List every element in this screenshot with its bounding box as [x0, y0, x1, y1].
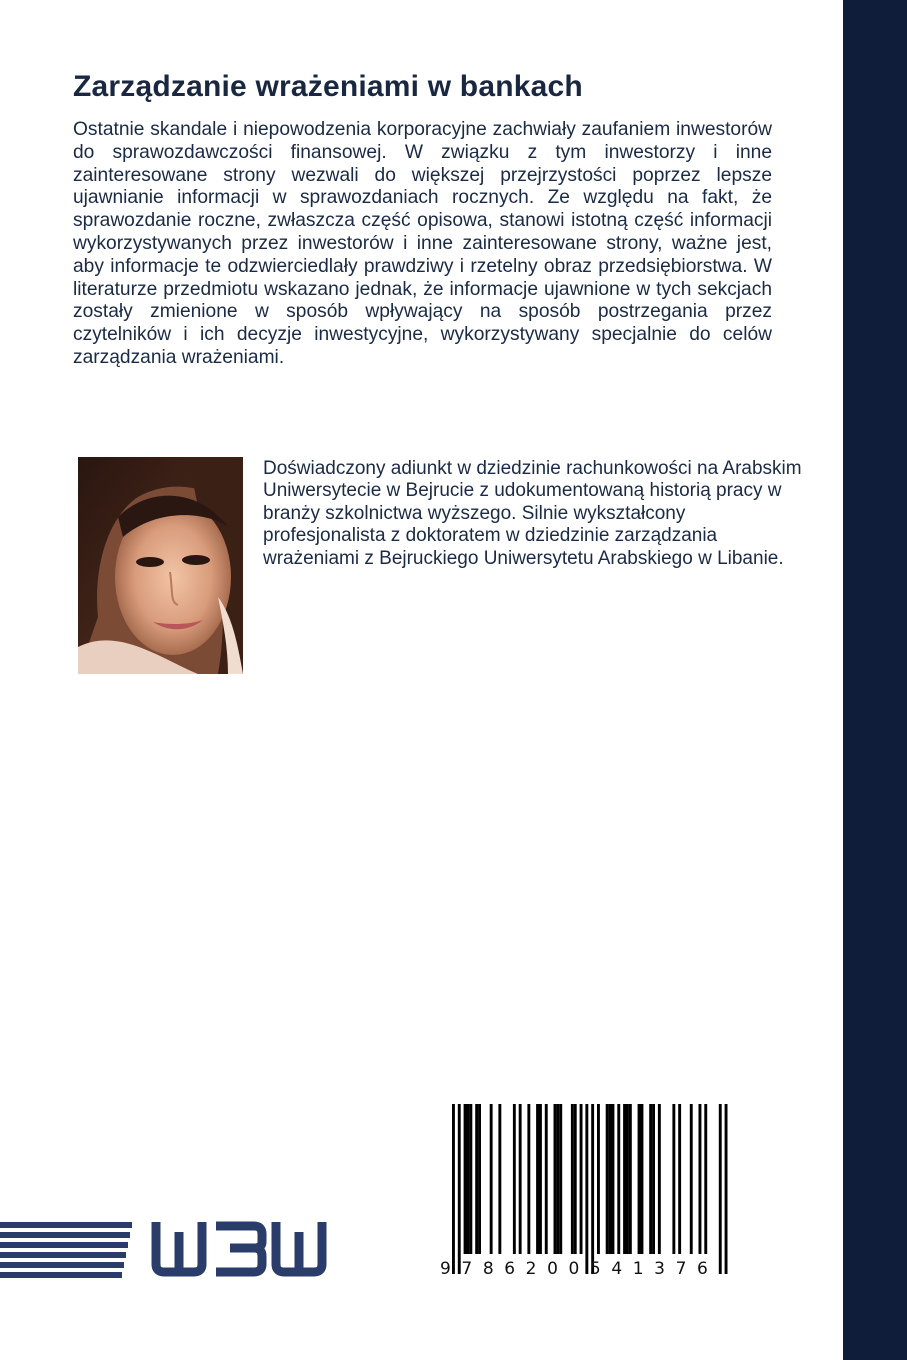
- logo-stripe: [0, 1242, 128, 1248]
- book-blurb: Ostatnie skandale i niepowodzenia korporacyjne zachwiały zaufaniem inwestorów do sprawozdawczości finansowej. W związku z tym inwestorzy i inne zainteresowane strony wezwali do większej przejrzystości poprzez lepsze ujawnianie informacji w sprawozdaniach rocznych. Ze względu na fakt, że sprawozdanie roczne, zwłaszcza część opisowa, stanowi istotną część informacji wykorzystywanych przez inwestorów i inne zainteresowane strony, ważne jest, aby informacje te odzwierciedlały prawdziwy i rzetelny obraz przedsiębiorstwa. W literaturze przedmiotu wskazano jednak, że informacje ujawnione w tych sekcjach zostały zmienione w sposób wpływający na sposób postrzegania przez czytelników i ich decyzje inwestycyjne, wykorzystywany specjalnie do celów zarządzania wrażeniami.: [73, 119, 772, 368]
- barcode-bar: [719, 1104, 722, 1274]
- barcode-bar: [559, 1104, 562, 1254]
- barcode-bar: [580, 1104, 583, 1254]
- barcode-bar: [725, 1104, 728, 1274]
- barcode-bar: [490, 1104, 493, 1254]
- barcode-bar: [704, 1104, 707, 1254]
- book-title: Zarządzanie wrażeniami w bankach: [73, 70, 583, 103]
- barcode-bar: [617, 1104, 620, 1254]
- barcode-bar: [545, 1104, 548, 1254]
- isbn-digits: 9786200541376: [440, 1259, 719, 1279]
- barcode-bar: [658, 1104, 661, 1254]
- barcode-bar: [469, 1104, 472, 1254]
- barcode-bar: [527, 1104, 530, 1254]
- barcode-bar: [690, 1104, 693, 1254]
- publisher-logo-stripes: [0, 1222, 140, 1278]
- barcode-bar: [652, 1104, 655, 1254]
- barcode-bar: [536, 1104, 539, 1254]
- barcode-bar: [672, 1104, 675, 1254]
- barcode-bar: [554, 1104, 557, 1254]
- barcode-bar: [606, 1104, 609, 1254]
- logo-stripe: [0, 1272, 122, 1278]
- barcode-bar: [612, 1104, 615, 1254]
- barcode-bar: [591, 1104, 594, 1274]
- barcode-bar: [498, 1104, 501, 1254]
- barcode-bars: [452, 1104, 728, 1274]
- barcode-bar: [609, 1104, 612, 1254]
- logo-stripe: [0, 1252, 126, 1258]
- publisher-logo-icon: [150, 1218, 330, 1278]
- barcode-bar: [629, 1104, 632, 1254]
- author-portrait-image: [78, 457, 243, 674]
- barcode-bar: [597, 1104, 600, 1254]
- author-bio: Doświadczony adiunkt w dziedzinie rachunkowości na Arabskim Uniwersytecie w Bejrucie z udokumentowaną historią pracy w branży szkolnictwa wyższego. Silnie wykształcony profesjonalista z doktoratem w dziedzinie zarządzania wrażeniami z Bejruckiego Uniwersytetu Arabskiego w Libanie.: [263, 458, 802, 569]
- barcode-bar: [458, 1104, 461, 1274]
- barcode-bar: [678, 1104, 681, 1254]
- barcode-bar: [641, 1104, 644, 1254]
- barcode-bar: [649, 1104, 652, 1254]
- barcode-bar: [556, 1104, 559, 1254]
- barcode-bar: [519, 1104, 522, 1254]
- barcode-bar: [638, 1104, 641, 1254]
- isbn-barcode: [440, 1104, 740, 1284]
- author-photo: [78, 457, 243, 674]
- barcode-bar: [571, 1104, 574, 1254]
- logo-stripe: [0, 1222, 132, 1228]
- barcode-bar: [699, 1104, 702, 1254]
- barcode-bar: [623, 1104, 626, 1254]
- barcode-bar: [464, 1104, 467, 1254]
- barcode-bar: [478, 1104, 481, 1254]
- barcode-bar: [475, 1104, 478, 1254]
- barcode-bar: [452, 1104, 455, 1274]
- book-spine: [843, 0, 907, 1360]
- barcode-bar: [574, 1104, 577, 1254]
- barcode-bar: [539, 1104, 542, 1254]
- logo-stripe: [0, 1232, 130, 1238]
- barcode-bar: [626, 1104, 629, 1254]
- barcode-bar: [585, 1104, 588, 1274]
- logo-stripe: [0, 1262, 124, 1268]
- barcode-bar: [513, 1104, 516, 1254]
- barcode-bar: [467, 1104, 470, 1254]
